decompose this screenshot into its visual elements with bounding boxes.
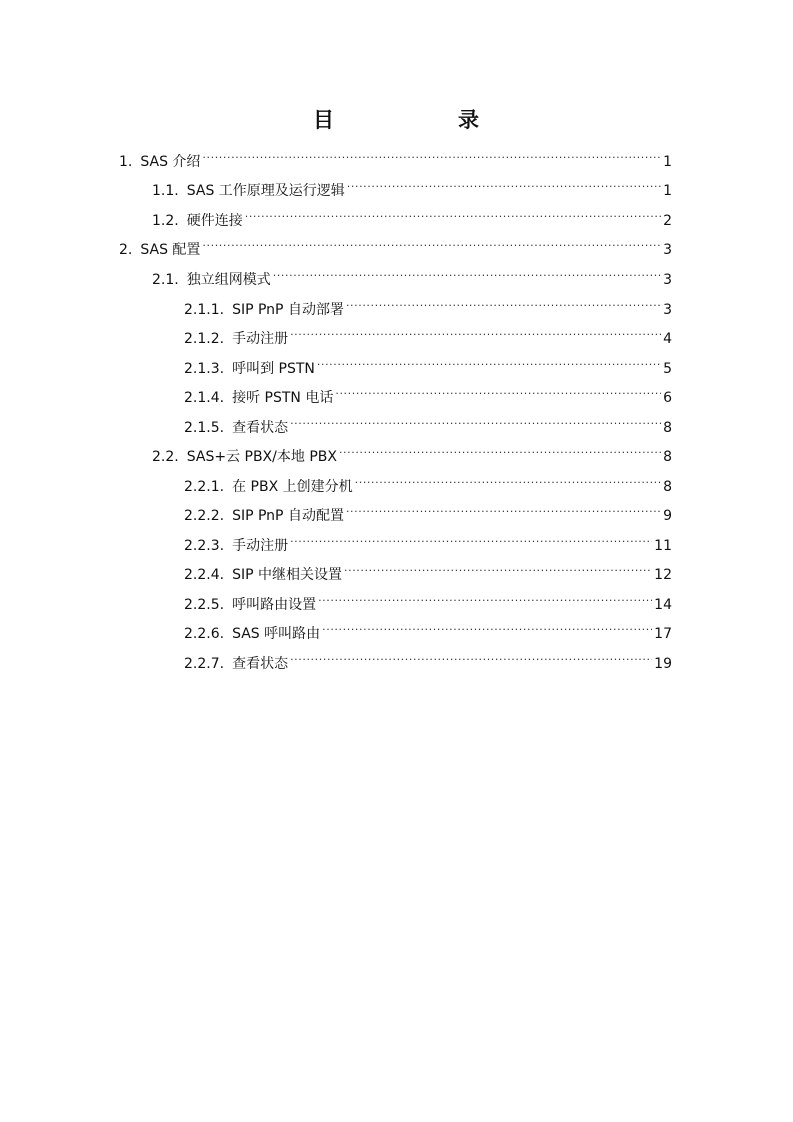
toc-entry[interactable] [184,646,672,672]
toc-dot-leader [290,410,661,432]
toc-entry-label: 接听 PSTN 电话 [232,390,334,406]
toc-entry[interactable] [184,469,672,495]
toc-entry-number: 1. [119,154,133,170]
toc-dot-leader [339,439,661,461]
toc-dot-leader [346,498,661,520]
toc-dot-leader [202,232,661,254]
toc-entry-label: 独立组网模式 [186,272,271,288]
toc-entry-page: 2 [663,213,672,229]
toc-entry[interactable] [184,498,672,524]
toc-dot-leader [355,469,661,491]
toc-dot-leader [290,321,661,343]
toc-entry-page: 8 [663,420,672,436]
toc-entry-page: 4 [663,331,672,347]
toc-entry-number: 2.2.6. [184,626,225,642]
toc-entry-label: 手动注册 [232,331,289,347]
toc-entry-number: 2.2.4. [184,567,225,583]
toc-entry-page: 17 [654,626,672,642]
toc-title [0,104,793,134]
toc-entry-number: 2. [119,242,133,258]
toc-entry-number: 2.1.1. [184,302,225,318]
toc-entry-number: 2.2.3. [184,538,225,554]
toc-entry[interactable] [184,587,672,613]
toc-entry-number: 2.1.3. [184,361,225,377]
toc-entry-label: SAS 呼叫路由 [232,626,321,642]
toc-entry[interactable] [152,173,672,199]
toc-entry-label: SIP PnP 自动配置 [232,508,344,524]
toc-entry-label: 查看状态 [232,420,289,436]
toc-entry-label: SIP 中继相关设置 [232,567,342,583]
toc-entry[interactable] [119,232,672,258]
toc-entry-page: 12 [654,567,672,583]
toc-dot-leader [245,203,661,225]
toc-dot-leader [322,616,652,638]
toc-entry-number: 2.2.7. [184,656,225,672]
toc-entry-number: 1.2. [152,213,179,229]
toc-entry-page: 5 [663,361,672,377]
toc-entry-page: 9 [663,508,672,524]
toc-dot-leader [344,557,652,579]
toc-entry[interactable] [184,410,672,436]
toc-entry[interactable] [184,380,672,406]
toc-entry[interactable] [184,557,672,583]
toc-entry-page: 3 [663,302,672,318]
toc-entry-number: 2.2.1. [184,479,225,495]
toc-entry-page: 6 [663,390,672,406]
toc-entry-number: 1.1. [152,183,179,199]
toc-dot-leader [347,173,661,195]
toc-entry-number: 2.1.2. [184,331,225,347]
toc-entry-label: 手动注册 [232,538,289,554]
toc-entry[interactable] [119,144,672,170]
toc-entry-page: 3 [663,272,672,288]
toc-entry-label: SAS 配置 [140,242,201,258]
toc-entry[interactable] [184,292,672,318]
toc-entry-number: 2.2. [152,449,179,465]
toc-entry-label: 呼叫到 PSTN [232,361,315,377]
toc-entry-number: 2.2.2. [184,508,225,524]
toc-dot-leader [290,646,652,668]
toc-dot-leader [346,292,661,314]
toc-entry-page: 19 [654,656,672,672]
toc-entry[interactable] [184,616,672,642]
toc-entry-label: SAS 工作原理及运行逻辑 [186,183,345,199]
toc-entry-page: 8 [663,479,672,495]
toc-dot-leader [202,144,661,166]
toc-entry-label: SIP PnP 自动部署 [232,302,344,318]
toc-entry-label: SAS+云 PBX/本地 PBX [186,449,337,465]
toc-entry[interactable] [152,203,672,229]
toc-entry-label: 硬件连接 [186,213,243,229]
toc-entry-label: 呼叫路由设置 [232,597,317,613]
toc-entry-label: 查看状态 [232,656,289,672]
toc-dot-leader [335,380,661,402]
toc-entry-label: SAS 介绍 [140,154,201,170]
toc-entry-number: 2.1.4. [184,390,225,406]
toc-entry[interactable] [184,351,672,377]
toc-title-char-1: 目 [313,108,334,132]
toc-dot-leader [290,528,652,550]
toc-entry-page: 3 [663,242,672,258]
toc-dot-leader [317,351,661,373]
toc-entry-page: 11 [654,538,672,554]
toc-entry[interactable] [184,528,672,554]
toc-entry[interactable] [184,321,672,347]
toc-entry-label: 在 PBX 上创建分机 [232,479,353,495]
toc-entry-page: 1 [663,154,672,170]
toc-entry-page: 14 [654,597,672,613]
toc-dot-leader [318,587,652,609]
toc-entry-number: 2.1.5. [184,420,225,436]
toc-entry[interactable] [152,439,672,465]
toc-dot-leader [273,262,661,284]
toc-title-char-2: 录 [458,108,479,132]
toc-entry[interactable] [152,262,672,288]
toc-entry-number: 2.2.5. [184,597,225,613]
toc-entry-number: 2.1. [152,272,179,288]
toc-entry-page: 8 [663,449,672,465]
toc-entry-page: 1 [663,183,672,199]
